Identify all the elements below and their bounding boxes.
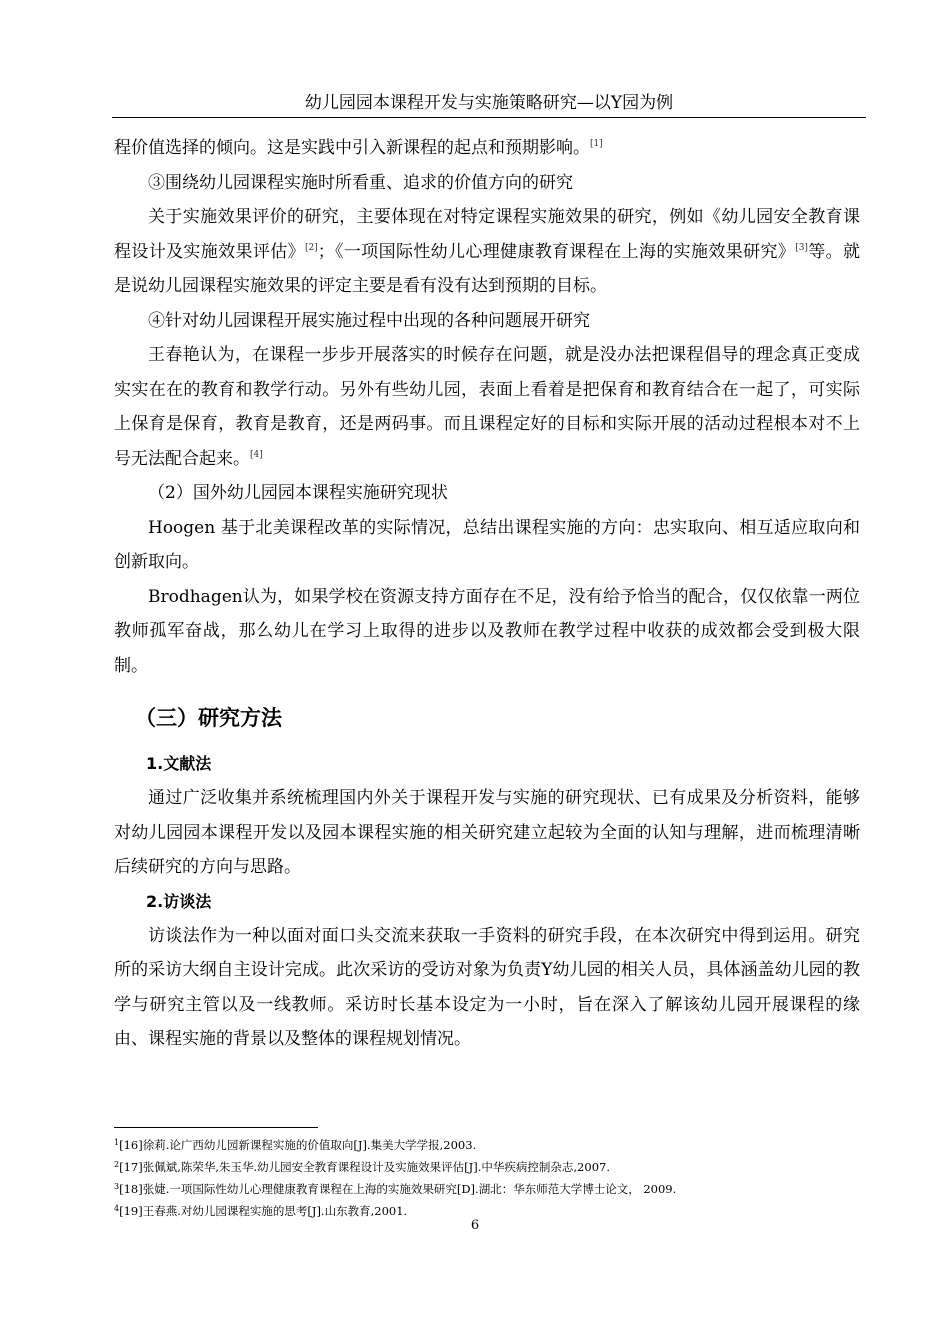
- header-rule: [112, 117, 866, 118]
- citation-marker: [2]: [304, 242, 318, 253]
- paragraph-text: 等。就是说幼儿园课程实施效果的评定主要是看有没有达到预期的目标。: [114, 241, 861, 296]
- paragraph-continuation: [114, 131, 860, 166]
- paragraph-hoogen: Hoogen 基于北美课程改革的实际情况，总结出课程实施的方向：忠实取向、相互适应取向和创新取向。: [114, 517, 860, 572]
- item-heading-4: ④针对幼儿园课程开展实施过程中出现的各种问题展开研究: [148, 310, 590, 331]
- section-heading-methods: （三）研究方法: [135, 706, 282, 730]
- method-heading-literature: 1.文献法: [146, 754, 212, 773]
- footnote-text: [19]王春燕.对幼儿园课程实施的思考[J].山东教育,2001.: [119, 1204, 408, 1218]
- paragraph-text: 王春艳认为，在课程一步步开展落实的时候存在问题，就是没办法把课程倡导的理念真正变成实实在在的教育和教学行动。另外有些幼儿园，表面上看着是把保育和教育结合在一起了，可实际上保育是保育，教育是教育，还是两码事。而且课程定好的目标和实际开展的活动过程根本对不上号无法配合起来。: [114, 345, 860, 469]
- paragraph-literature: 通过广泛收集并系统梳理国内外关于课程开发与实施的研究现状、已有成果及分析资料，能够对幼儿园园本课程开发以及园本课程实施的相关研究建立起较为全面的认知与理解，进而梳理清晰后续研究的方向与思路。: [114, 788, 860, 877]
- method-heading-interview: 2.访谈法: [146, 891, 212, 911]
- paragraph-evaluation: [114, 200, 860, 304]
- footnote-mark: 4: [114, 1204, 120, 1213]
- page-number: 6: [470, 1218, 480, 1233]
- footnote-rule: [114, 1127, 318, 1128]
- footnote-mark: 2: [114, 1160, 120, 1169]
- footnote-mark: 1: [114, 1138, 120, 1147]
- citation-marker: [3]: [795, 242, 808, 253]
- footnote-mark: 3: [114, 1182, 120, 1191]
- footnote-2: [114, 1155, 860, 1177]
- footnotes: [114, 1133, 860, 1221]
- paragraph-text: 关于实施效果评价的研究，主要体现在对特定课程实施效果的研究，例如《幼儿园安全教育课程设计及实施效果评估》: [114, 207, 860, 262]
- footnote-text: [18]张婕.一项国际性幼儿心理健康教育课程在上海的实施效果研究[D].湖北：华东师范大学博士论文， 2009.: [119, 1182, 677, 1196]
- footnote-text: [16]徐莉.论广西幼儿园新课程实施的价值取向[J].集美大学学报,2003.: [119, 1138, 477, 1152]
- paragraph-problems: [114, 338, 860, 476]
- footnote-text: [17]张佩斌,陈荣华,朱玉华.幼儿园安全教育课程设计及实施效果评估[J].中华疾病控制杂志,2007.: [119, 1160, 610, 1174]
- subsection-heading-2: （2）国外幼儿园园本课程实施研究现状: [148, 483, 448, 503]
- footnote-3: [114, 1177, 860, 1199]
- citation-marker: [1]: [590, 139, 603, 149]
- page-header-title: 幼儿园园本课程开发与实施策略研究—以Y园为例: [304, 93, 674, 113]
- body-text: [114, 131, 860, 1057]
- footnote-1: [114, 1133, 860, 1155]
- paragraph-text: 程价值选择的倾向。这是实践中引入新课程的起点和预期影响。: [114, 138, 590, 158]
- item-heading-3: ③围绕幼儿园课程实施时所看重、追求的价值方向的研究: [148, 172, 573, 193]
- paragraph-interview: 访谈法作为一种以面对面口头交流来获取一手资料的研究手段，在本次研究中得到运用。研究所的采访大纲自主设计完成。此次采访的受访对象为负责Y幼儿园的相关人员，具体涵盖幼儿园的教学与研究主管以及一线教师。采访时长基本设定为一小时，旨在深入了解该幼儿园开展课程的缘由、课程实施的背景以及整体的课程规划情况。: [114, 925, 860, 1049]
- citation-marker: [4]: [250, 449, 263, 460]
- paragraph-brodhagen: Brodhagen认为，如果学校在资源支持方面存在不足，没有给予恰当的配合，仅仅依靠一两位教师孤军奋战，那么幼儿在学习上取得的进步以及教师在教学过程中收获的成效都会受到极大限制。: [114, 586, 860, 676]
- paragraph-text: ；《一项国际性幼儿心理健康教育课程在上海的实施效果研究》: [317, 241, 796, 262]
